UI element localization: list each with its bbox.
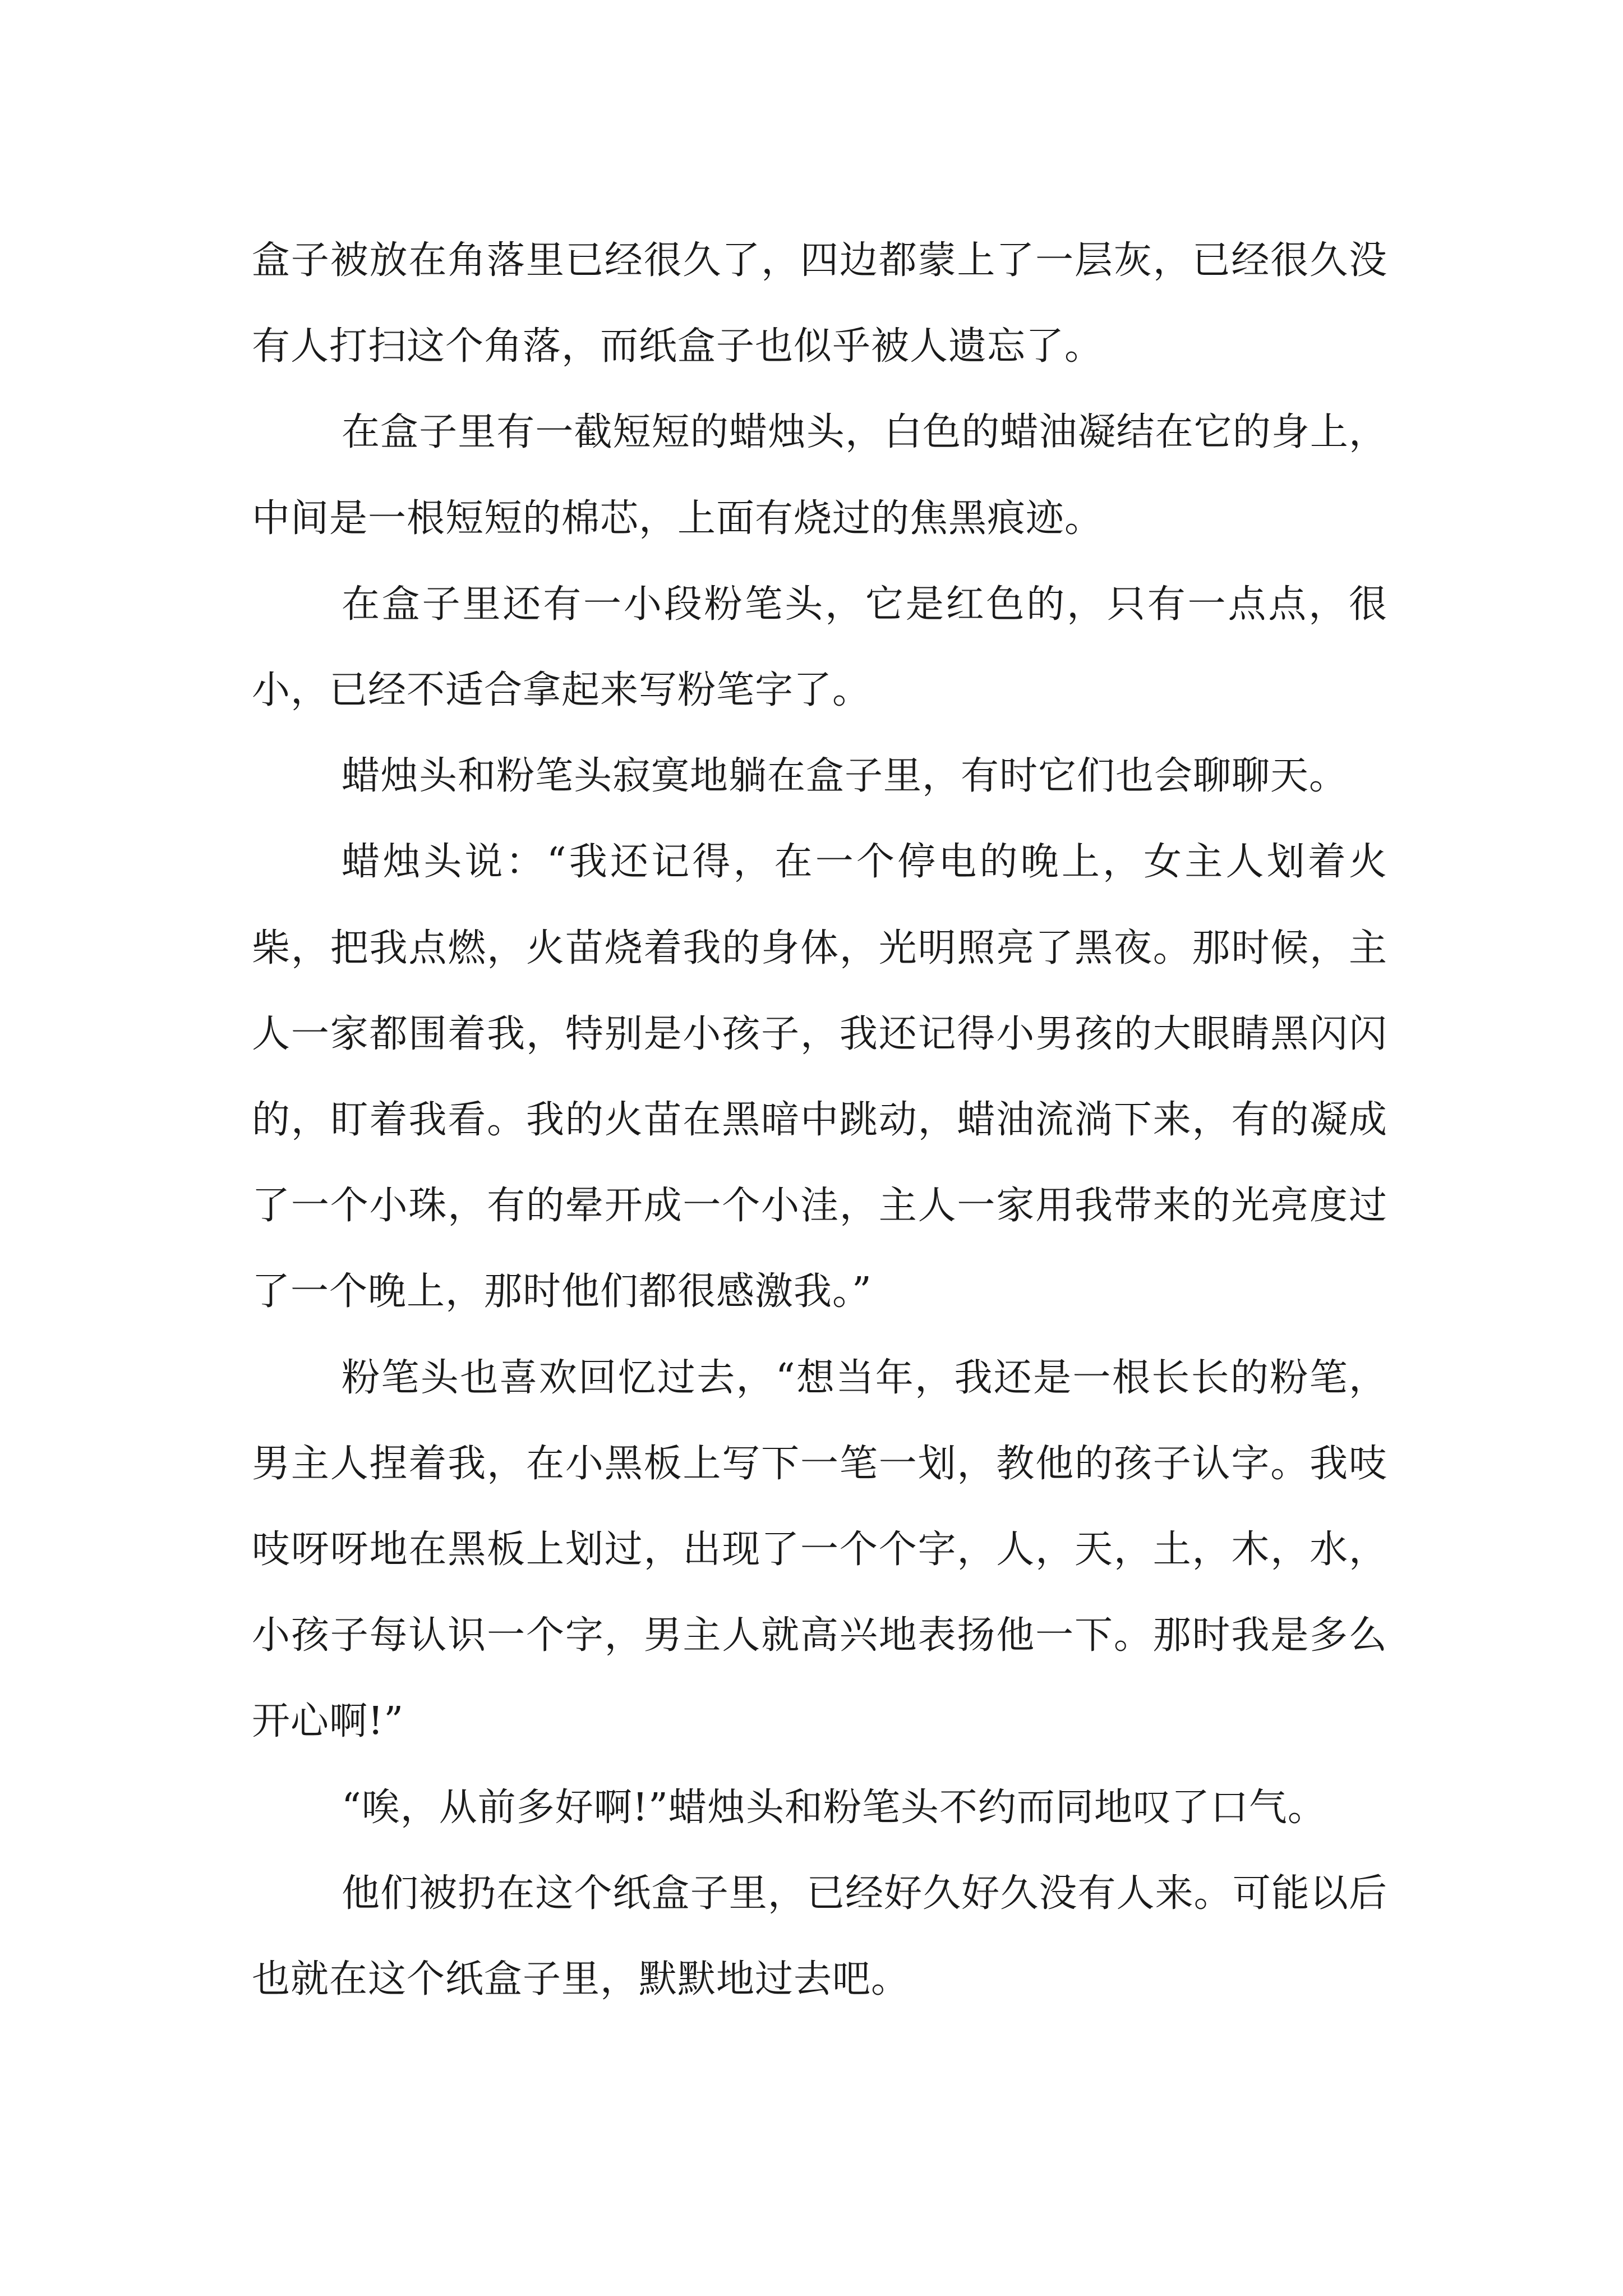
paragraph-3: 在盒子里还有一小段粉笔头，它是红色的，只有一点点，很小，已经不适合拿起来写粉笔字了。 — [252, 582, 1387, 713]
paragraph-5: 蜡烛头说：“我还记得，在一个停电的晚上，女主人划着火柴，把我点燃，火苗烧着我的身体，光明照亮了黑夜。那时候，主人一家都围着我，特别是小孩子，我还记得小男孩的大眼睛黑闪闪的，盯着我看。我的火苗在黑暗中跳动，蜡油流淌下来，有的凝成了一个小珠，有的晕开成一个小洼，主人一家用我带来的光亮度过了一个晚上，那时他们都很感激我。” — [252, 840, 1387, 1314]
paragraph-2: 在盒子里有一截短短的蜡烛头，白色的蜡油凝结在它的身上，中间是一根短短的棉芯，上面有烧过的焦黑痕迹。 — [252, 410, 1387, 541]
paragraph-8: 他们被扔在这个纸盒子里，已经好久好久没有人来。可能以后也就在这个纸盒子里，默默地过去吧。 — [252, 1871, 1387, 2002]
paragraph-1: 盒子被放在角落里已经很久了，四边都蒙上了一层灰，已经很久没有人打扫这个角落，而纸盒子也似乎被人遗忘了。 — [252, 238, 1387, 369]
story-text — [252, 218, 1387, 2022]
paragraph-6: 粉笔头也喜欢回忆过去，“想当年，我还是一根长长的粉笔，男主人捏着我，在小黑板上写下一笔一划，教他的孩子认字。我吱吱呀呀地在黑板上划过，出现了一个个字，人，天，土，木，水，小孩子每认识一个字，男主人就高兴地表扬他一下。那时我是多么开心啊!” — [252, 1355, 1387, 1744]
paragraph-7: “唉，从前多好啊!”蜡烛头和粉笔头不约而同地叹了口气。 — [342, 1785, 1326, 1830]
paragraph-4: 蜡烛头和粉笔头寂寞地躺在盒子里，有时它们也会聊聊天。 — [342, 754, 1348, 799]
